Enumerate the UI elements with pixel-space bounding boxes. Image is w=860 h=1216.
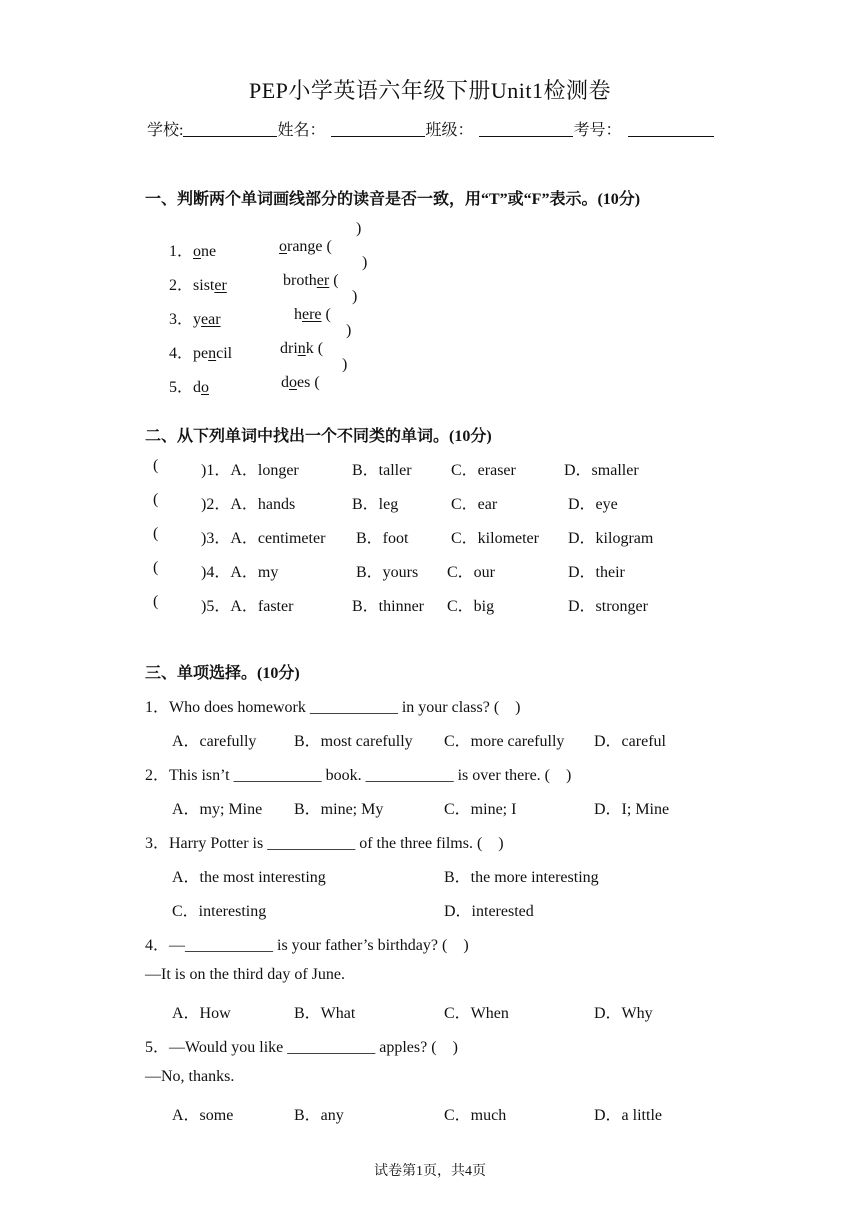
option-d: D．interested	[444, 903, 534, 920]
answer-open-paren: (	[153, 525, 159, 542]
answer-close-paren: )	[362, 254, 368, 271]
word-part: d	[281, 374, 289, 391]
name-label: 姓名：	[277, 122, 326, 139]
word-part: h	[294, 306, 302, 323]
underlined-part: o	[193, 243, 202, 260]
word-part: d	[193, 379, 202, 396]
option-a: A．some	[172, 1107, 234, 1124]
option-c: C．ear	[451, 496, 498, 513]
option-b: B．any	[294, 1107, 344, 1124]
option-d: D．a little	[594, 1107, 662, 1124]
answer-close-paren: )	[346, 322, 352, 339]
name-blank[interactable]	[331, 120, 425, 137]
option-b: B．thinner	[352, 598, 424, 615]
question-1: 1．Who does homework ___________ in your class? ( )	[145, 699, 521, 716]
option-a: A．my; Mine	[172, 801, 263, 818]
underlined-part: o	[201, 379, 210, 396]
word-part: (	[321, 306, 331, 323]
answer-close-paren: )	[342, 356, 348, 373]
option-c: C．more carefully	[444, 733, 565, 750]
option-c: C．our	[447, 564, 496, 581]
option-c: C．kilometer	[451, 530, 539, 547]
option-b: B．leg	[352, 496, 399, 513]
option-a: A．How	[172, 1005, 231, 1022]
question-4: 4．—___________ is your father’s birthday? ( )	[145, 937, 469, 954]
underlined-part: er	[316, 272, 330, 289]
underlined-part: er	[214, 277, 227, 294]
option-c: C．much	[444, 1107, 507, 1124]
answer-open-paren: (	[153, 491, 159, 508]
question-5: 5．—Would you like ___________ apples? ( )	[145, 1039, 458, 1056]
option-d: D．kilogram	[568, 530, 654, 547]
option-d: D．stronger	[568, 598, 648, 615]
section3-heading: 三、单项选择。(10分)	[145, 665, 300, 682]
option-a: )1．A．longer	[201, 462, 299, 479]
option-d: D．Why	[594, 1005, 653, 1022]
option-b: B．yours	[356, 564, 419, 581]
section1-heading: 一、判断两个单词画线部分的读音是否一致，用“T”或“F”表示。(10分)	[145, 191, 641, 208]
word-part: (	[329, 272, 339, 289]
underlined-part: o	[289, 374, 297, 391]
answer-open-paren: (	[153, 559, 159, 576]
option-b: B．the more interesting	[444, 869, 599, 886]
word-part: range (	[287, 238, 332, 255]
option-d: D．I; Mine	[594, 801, 670, 818]
option-d: D．smaller	[564, 462, 639, 479]
option-a: )5．A．faster	[201, 598, 294, 615]
underlined-part: ear	[201, 311, 221, 328]
school-blank[interactable]	[183, 120, 277, 137]
section2-heading: 二、从下列单词中找出一个不同类的单词。(10分)	[145, 428, 492, 445]
question-2: 2．This isn’t ___________ book. ___________ is over there. ( )	[145, 767, 572, 784]
underlined-part: n	[297, 340, 306, 357]
option-c: C．big	[447, 598, 495, 615]
option-c: C．eraser	[451, 462, 516, 479]
option-a: )2．A．hands	[201, 496, 296, 513]
answer-close-paren: )	[352, 288, 358, 305]
word-part: cil	[216, 345, 233, 362]
option-b: B．mine; My	[294, 801, 384, 818]
underlined-part: n	[208, 345, 217, 362]
option-c: C．When	[444, 1005, 509, 1022]
dialogue-answer: —No, thanks.	[145, 1068, 235, 1085]
word-part: es (	[297, 374, 320, 391]
list-item	[257, 356, 320, 410]
word-part: pe	[193, 345, 209, 362]
word-part: broth	[283, 272, 317, 289]
student-info-line	[147, 117, 714, 140]
class-label: 班级：	[425, 122, 474, 139]
word-part: sist	[193, 277, 215, 294]
option-b: B．foot	[356, 530, 409, 547]
page-title: PEP小学英语六年级下册Unit1检测卷	[248, 78, 612, 103]
option-a: )4．A．my	[201, 564, 279, 581]
option-d: D．their	[568, 564, 625, 581]
option-a: A．the most interesting	[172, 869, 326, 886]
word-part: y	[193, 311, 202, 328]
word-part: k (	[305, 340, 324, 357]
answer-open-paren: (	[153, 457, 159, 474]
option-c: C．mine; I	[444, 801, 517, 818]
item-number: 4．	[169, 345, 194, 362]
option-a: A．carefully	[172, 733, 257, 750]
word-part: dri	[280, 340, 298, 357]
answer-open-paren: (	[153, 593, 159, 610]
option-d: D．careful	[594, 733, 666, 750]
option-b: B．most carefully	[294, 733, 413, 750]
class-blank[interactable]	[479, 120, 573, 137]
list-item	[145, 356, 209, 415]
item-number: 3．	[169, 311, 194, 328]
underlined-part: ere	[302, 306, 322, 323]
dialogue-answer: —It is on the third day of June.	[145, 966, 345, 983]
school-label: 学校:	[147, 122, 184, 139]
question-3: 3．Harry Potter is ___________ of the three films. ( )	[145, 835, 504, 852]
underlined-part: o	[279, 238, 287, 255]
number-blank[interactable]	[628, 120, 714, 137]
option-a: )3．A．centimeter	[201, 530, 326, 547]
page-footer: 试卷第1页，共4页	[374, 1164, 486, 1179]
item-number: 2．	[169, 277, 194, 294]
number-label: 考号：	[573, 122, 622, 139]
item-number: 5．	[169, 379, 194, 396]
answer-close-paren: )	[356, 220, 362, 237]
option-d: D．eye	[568, 496, 618, 513]
option-c: C．interesting	[172, 903, 267, 920]
option-b: B．taller	[352, 462, 412, 479]
word-part: ne	[201, 243, 217, 260]
option-b: B．What	[294, 1005, 356, 1022]
item-number: 1．	[169, 243, 194, 260]
